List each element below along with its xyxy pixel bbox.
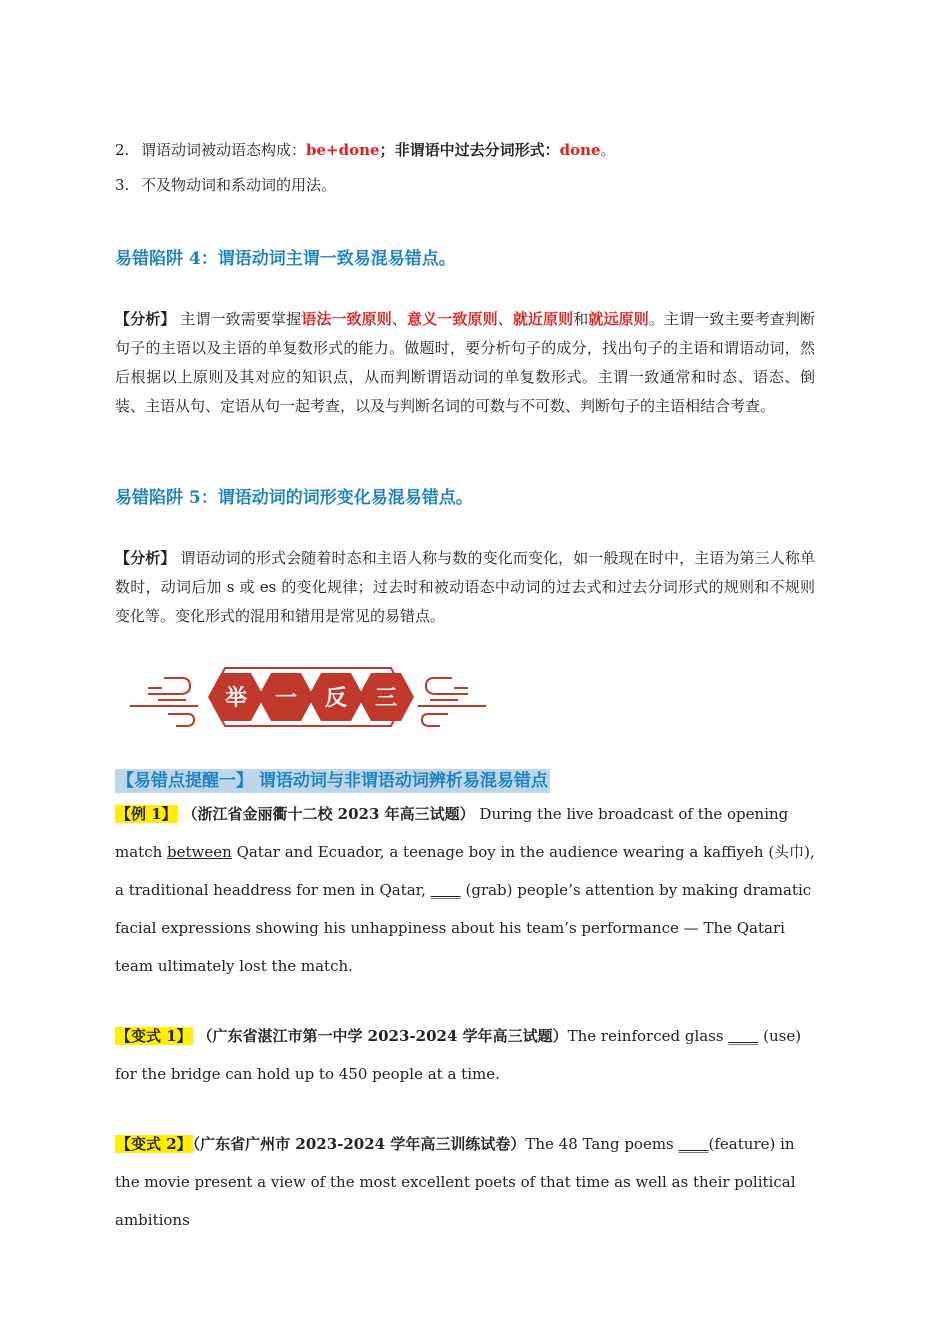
variant-text: The reinforced glass	[567, 1027, 729, 1045]
list-text: 谓语动词被动语态构成：	[141, 141, 307, 159]
example-text: (grab) people’s attention by making dramatic facial expressions showing his unhappiness about his team’s performance — The Qatari team ultimately lost the match.	[115, 881, 812, 975]
answer-blank[interactable]: ____	[728, 1027, 759, 1045]
analysis-text: 。主谓一致主要考查判断句子的主语以及主语的单复数形式的能力。做题时，要分析句子的成分，找出句子的主语和谓语动词，然后根据以上原则及其对应的知识点，从而判断谓语动词的单复数形式。主谓一致通常和时态、语态、倒装、主语从句、定语从句一起考查，以及与判断名词的可数与不可数、判断句子的主语相结合考查。	[115, 310, 815, 415]
trap4-analysis	[115, 305, 815, 421]
separator: ；	[379, 141, 395, 159]
variant-text: (feature) in the movie present a view of the most excellent poets of that time as well as their political ambitions	[115, 1135, 796, 1229]
answer-blank[interactable]: ____	[678, 1135, 709, 1153]
separator: 、	[391, 310, 408, 328]
list-item-2	[115, 136, 616, 165]
banner-char-2: 一	[274, 686, 298, 711]
emphasis-done: done	[559, 141, 601, 159]
example-tag: 【例 1】	[116, 805, 177, 823]
underlined-word: between	[167, 843, 232, 861]
list-number: 3.	[115, 176, 130, 194]
banner-graphic	[128, 664, 488, 730]
rule-meaning: 意义一致原则	[407, 310, 498, 328]
banner-char-1: 举	[224, 686, 248, 711]
banner-juyifansan	[128, 664, 488, 730]
variant-2	[115, 1125, 815, 1239]
list-text: 不及物动词和系动词的用法。	[141, 176, 337, 194]
variant-source: （广东省广州市 2023-2024 学年高三训练试卷）	[192, 1135, 526, 1153]
reminder-title: 【易错点提醒一】 谓语动词与非谓语动词辨析易混易错点	[117, 771, 548, 791]
analysis-label: 【分析】	[115, 549, 176, 567]
emphasis-be-done: be+done	[306, 141, 380, 159]
trap5-analysis	[115, 544, 815, 631]
example-1	[115, 795, 815, 985]
example-source: （浙江省金丽衢十二校 2023 年高三试题）	[182, 805, 475, 823]
analysis-label: 【分析】	[115, 310, 176, 328]
variant-source: （广东省湛江市第一中学 2023-2024 学年高三试题）	[197, 1027, 568, 1045]
reminder-heading	[115, 766, 550, 791]
variant-text: (use) for the bridge can hold up to 450 people at a time.	[115, 1027, 802, 1083]
rule-proximity: 就近原则	[512, 310, 574, 328]
variant-tag: 【变式 1】	[116, 1027, 192, 1045]
example-text: Qatar and Ecuador, a teenage boy in the audience wearing a kaffiyeh (头巾), a traditional headdress for men in Qatar,	[115, 843, 815, 899]
trap5-heading: 易错陷阱 5：谓语动词的词形变化易混易错点。	[115, 488, 473, 508]
right-cloud-decoration	[418, 678, 486, 726]
example-text: During the live broadcast of the opening match	[115, 805, 789, 861]
rule-distance: 就远原则	[588, 310, 649, 328]
banner-char-4: 三	[374, 686, 398, 711]
variant-text: The 48 Tang poems	[525, 1135, 679, 1153]
analysis-text: 谓语动词的形式会随着时态和主语人称与数的变化而变化，如一般现在时中，主语为第三人称单数时，动词后加 s 或 es 的变化规律；过去时和被动语态中动词的过去式和过去分词形式的规则和不规则变化等。变化形式的混用和错用是常见的易错点。	[115, 549, 815, 625]
emphasis-nonfinite: 非谓语中过去分词形式：	[394, 141, 560, 159]
separator: 、	[497, 310, 513, 328]
left-cloud-decoration	[130, 678, 198, 726]
variant-1	[115, 1017, 815, 1093]
analysis-text: 主谓一致需要掌握	[175, 310, 302, 328]
list-end: 。	[600, 141, 616, 159]
list-number: 2.	[115, 141, 130, 159]
list-item-3	[115, 171, 336, 200]
answer-blank[interactable]: ____	[430, 881, 461, 899]
separator: 和	[573, 310, 589, 328]
banner-char-3: 反	[324, 686, 348, 711]
rule-grammar: 语法一致原则	[301, 310, 392, 328]
variant-tag: 【变式 2】	[116, 1135, 192, 1153]
trap4-heading: 易错陷阱 4：谓语动词主谓一致易混易错点。	[115, 249, 456, 269]
